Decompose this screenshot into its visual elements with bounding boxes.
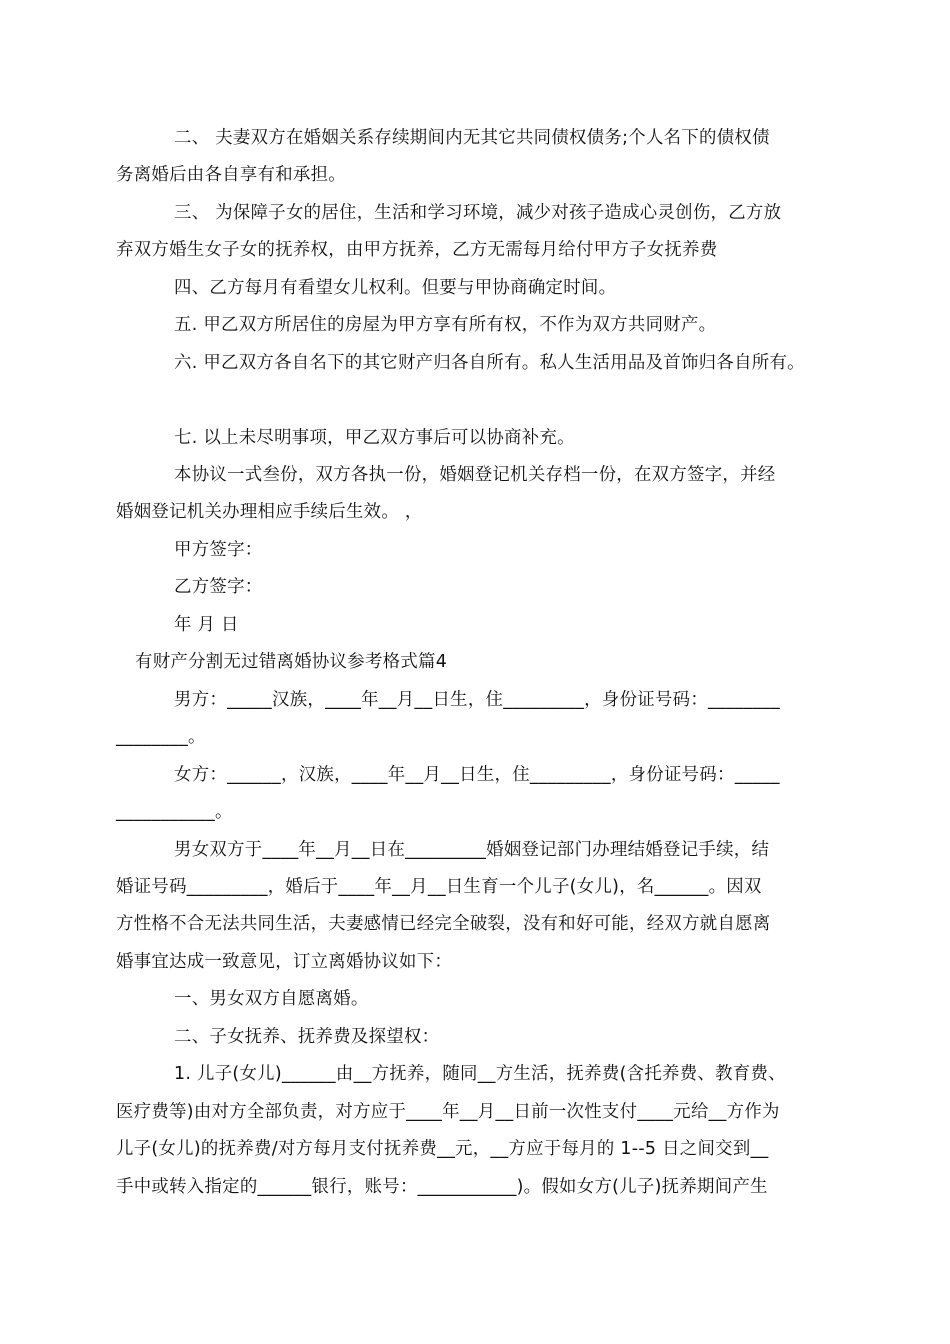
- clause-4: 四、乙方每月有看望女儿权利。但要与甲协商确定时间。: [174, 278, 617, 298]
- party-a-signature: 甲方签字：: [174, 540, 263, 560]
- party-b-signature: 乙方签字：: [174, 577, 263, 597]
- agreement-copies-line-1: 本协议一式叁份，双方各执一份，婚姻登记机关存档一份，在双方签字，并经: [174, 465, 776, 485]
- item-2-child-support-heading: 二、子女抚养、抚养费及探望权：: [174, 1027, 440, 1047]
- item-1-divorce: 一、男女双方自愿离婚。: [174, 989, 369, 1009]
- female-party-line-2: ___________。: [116, 802, 233, 822]
- marriage-statement-line-4: 婚事宜达成一致意见，订立离婚协议如下：: [116, 952, 453, 972]
- child-support-line-2: 医疗费等)由对方全部负责，对方应于____年__月__日前一次性支付____元给__方作为: [116, 1102, 780, 1122]
- marriage-statement-line-3: 方性格不合无法共同生活，夫妻感情已经完全破裂，没有和好可能，经双方就自愿离: [116, 914, 771, 934]
- agreement-copies-line-2: 婚姻登记机关办理相应手续后生效。 ，: [116, 502, 423, 522]
- marriage-statement-line-1: 男女双方于____年__月__日在_________婚姻登记部门办理结婚登记手续，结: [174, 840, 770, 860]
- marriage-statement-line-2: 婚证号码_________，婚后于____年__月__日生育一个儿子(女儿)，名______。因双: [116, 877, 762, 897]
- clause-7: 七. 以上未尽明事项，甲乙双方事后可以协商补充。: [174, 428, 575, 448]
- male-party-line-2: ________。: [116, 727, 206, 747]
- child-support-line-3: 儿子(女儿)的抚养费/对方每月支付抚养费__元，__方应于每月的 1--5 日之间交到__: [116, 1139, 769, 1159]
- clause-2-line-2: 务离婚后由各自享有和承担。: [116, 165, 346, 185]
- section-title: 有财产分割无过错离婚协议参考格式篇4: [135, 652, 448, 672]
- clause-6: 六. 甲乙双方各自名下的其它财产归各自所有。私人生活用品及首饰归各自所有。: [174, 353, 805, 373]
- child-support-line-1: 1. 儿子(女儿)______由__方抚养，随同__方生活，抚养费(含托养费、教育费、: [174, 1064, 786, 1084]
- clause-3-line-2: 弃双方婚生女子女的抚养权，由甲方抚养，乙方无需每月给付甲方子女抚养费: [116, 240, 718, 260]
- female-party-line-1: 女方：______，汉族，____年__月__日生，住_________，身份证号码：_____: [174, 765, 780, 785]
- clause-5: 五. 甲乙双方所居住的房屋为甲方享有所有权，不作为双方共同财产。: [174, 315, 717, 335]
- male-party-line-1: 男方：_____汉族，____年__月__日生，住_________，身份证号码：________: [174, 690, 780, 710]
- child-support-line-4: 手中或转入指定的______银行，账号：___________)。假如女方(儿子)抚养期间产生: [116, 1177, 768, 1197]
- signature-date: 年 月 日: [174, 615, 239, 635]
- clause-2-line-1: 二、 夫妻双方在婚姻关系存续期间内无其它共同债权债务;个人名下的债权债: [174, 128, 770, 148]
- clause-3-line-1: 三、 为保障子女的居住，生活和学习环境，减少对孩子造成心灵创伤，乙方放: [174, 203, 782, 223]
